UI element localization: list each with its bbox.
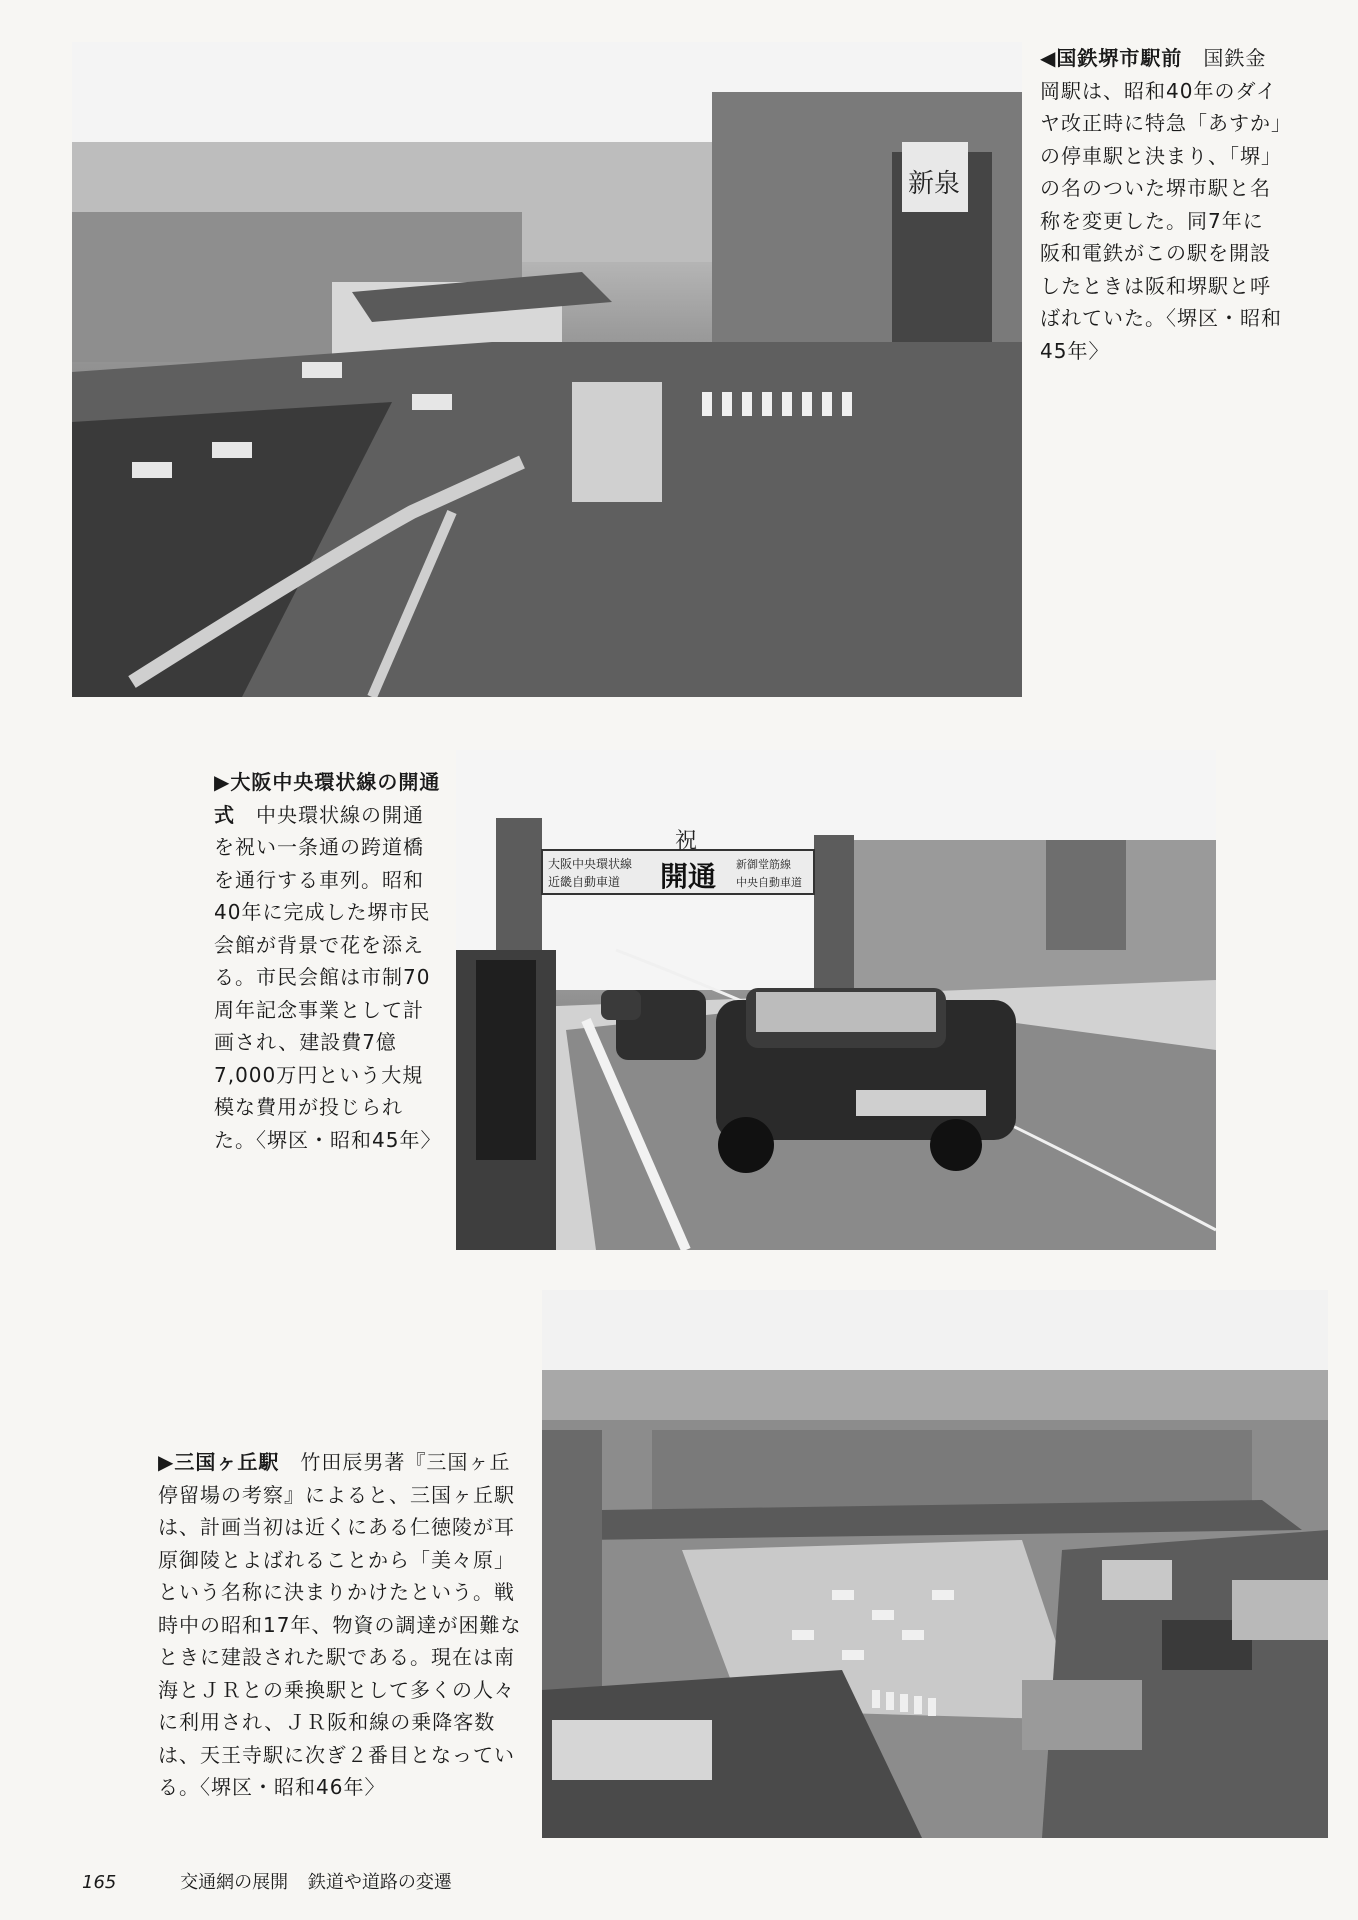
caption-title: ◀国鉄堺市駅前 (1040, 46, 1183, 70)
banner-center: 開通 (660, 860, 717, 893)
photo-chuo-kanjo-opening-illustration (456, 750, 1216, 1250)
caption-mikunigaoka-station (158, 1446, 528, 1804)
banner-right-1: 新御堂筋線 (736, 858, 791, 871)
banner-top: 祝 (674, 829, 698, 854)
caption-sakaishi-station (1040, 42, 1284, 367)
banner-left-2: 近畿自動車道 (548, 875, 621, 889)
photo-mikunigaoka-station (542, 1290, 1328, 1838)
banner-right-2: 中央自動車道 (736, 876, 802, 889)
caption-title: ▶三国ヶ丘駅 (158, 1450, 280, 1474)
photo-chuo-kanjo-opening (456, 750, 1216, 1250)
caption-body: 国鉄金岡駅は、昭和40年のダイヤ改正時に特急「あすか」の停車駅と決まり、「堺」の名のついた堺市駅と名称を変更した。同7年に阪和電鉄がこの駅を開設したときは阪和堺駅と呼ばれていた。〈堺区・昭和45年〉 (1040, 46, 1282, 363)
banner-left-1: 大阪中央環状線 (548, 857, 633, 871)
photo-sakaishi-station (72, 42, 1022, 697)
caption-body: 竹田辰男著『三国ヶ丘停留場の考察』によると、三国ヶ丘駅は、計画当初は近くにある仁徳陵が耳原御陵とよばれることから「美々原」という名称に決まりかけたという。戦時中の昭和17年、物資の調達が困難なときに建設された駅である。現在は南海とＪＲとの乗換駅として多くの人々に利用され、ＪＲ阪和線の乗降客数は、天王寺駅に次ぎ２番目となっている。〈堺区・昭和46年〉 (158, 1450, 522, 1799)
section-title: 交通網の展開 (180, 1872, 289, 1893)
photo-mikunigaoka-station-illustration (542, 1290, 1328, 1838)
caption-title: ▶大阪中央環状線の開通式 (214, 770, 441, 827)
sign-text: 新泉 (907, 169, 961, 199)
page-number: 165 (82, 1872, 117, 1893)
page-footer (82, 1868, 452, 1894)
caption-chuo-kanjo-opening (214, 766, 444, 1156)
caption-body: 中央環状線の開通を祝い一条通の跨道橋を通行する車列。昭和40年に完成した堺市民会館が背景で花を添える。市民会館は市制70周年記念事業として計画され、建設費7億7,000万円という大規模な費用が投じられた。〈堺区・昭和45年〉 (214, 802, 442, 1152)
subsection-title: 鉄道や道路の変遷 (307, 1872, 452, 1893)
photo-sakaishi-station-illustration (72, 42, 1022, 697)
